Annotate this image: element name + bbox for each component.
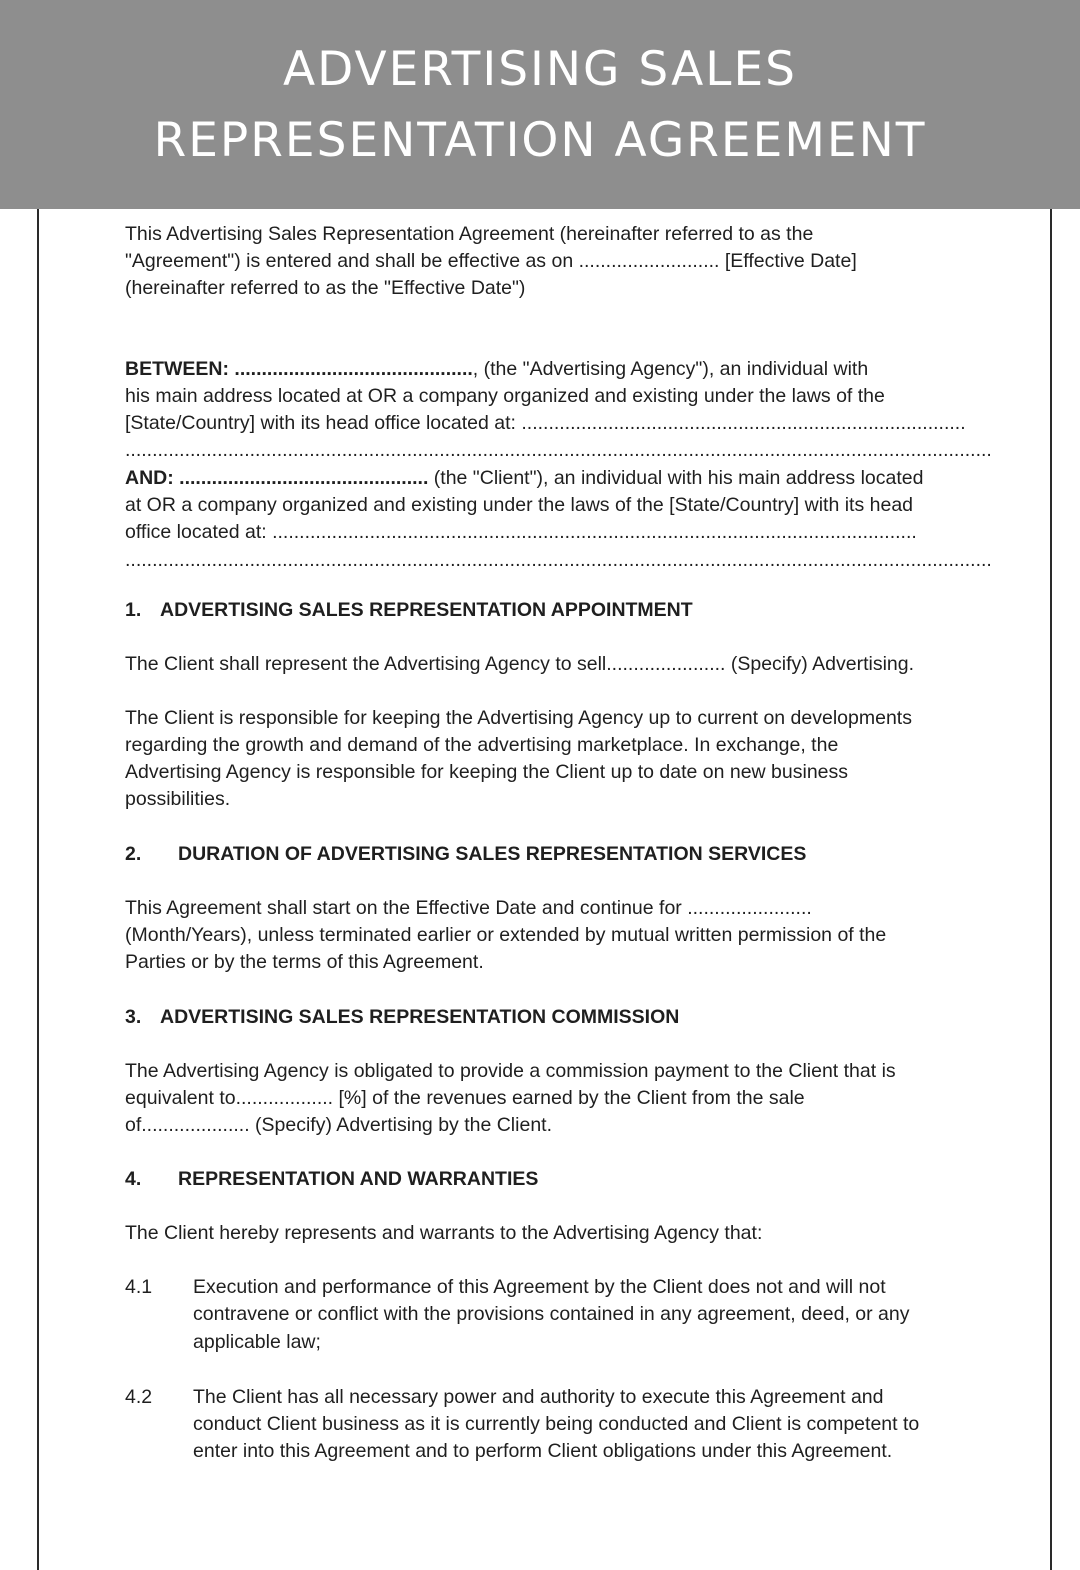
paragraph-line: This Agreement shall start on the Effective Date and continue for ....................... <box>125 897 812 919</box>
section-heading: ADVERTISING SALES REPRESENTATION COMMISSION <box>160 1006 680 1028</box>
and-first-line <box>125 465 923 492</box>
and-label: AND: .............................................. <box>125 467 429 489</box>
and-line: at OR a company organized and existing under the laws of the [State/Country] with its head <box>125 494 914 516</box>
intro-line: (hereinafter referred to as the "Effective Date") <box>125 277 526 299</box>
paragraph-line: regarding the growth and demand of the advertising marketplace. In exchange, the <box>125 734 839 756</box>
and-line-rest: (the "Client"), an individual with his main address located <box>428 467 924 489</box>
subclause-line: applicable law; <box>193 1331 321 1353</box>
intro-line: This Advertising Sales Representation Agreement (hereinafter referred to as the <box>125 223 814 245</box>
banner-title-line-1: ADVERTISING SALES <box>283 42 797 97</box>
subclause-line: contravene or conflict with the provisions contained in any agreement, deed, or any <box>193 1303 910 1325</box>
subclause-number: 4.1 <box>125 1276 153 1298</box>
between-first-line <box>125 356 868 383</box>
section-heading: REPRESENTATION AND WARRANTIES <box>178 1168 539 1190</box>
paragraph-line: Parties or by the terms of this Agreement. <box>125 951 484 973</box>
between-line: his main address located at OR a company organized and existing under the laws of the <box>125 385 885 407</box>
paragraph-line: The Advertising Agency is obligated to provide a commission payment to the Client that is <box>125 1060 896 1082</box>
section-number: 1. <box>125 599 142 621</box>
paragraph-line: equivalent to.................. [%] of the revenues earned by the Client from the sale <box>125 1087 805 1109</box>
paragraph-line: possibilities. <box>125 788 231 810</box>
subclause-line: enter into this Agreement and to perform Client obligations under this Agreement. <box>193 1440 893 1462</box>
title-banner <box>0 0 1080 209</box>
paragraph-line: The Client is responsible for keeping the Advertising Agency up to current on developments <box>125 707 912 729</box>
section-number: 4. <box>125 1168 142 1190</box>
section-number: 2. <box>125 843 142 865</box>
section-heading: DURATION OF ADVERTISING SALES REPRESENTATION SERVICES <box>178 843 807 865</box>
and-line: office located at: ....................................................................................................................... <box>125 521 917 543</box>
between-line: [State/Country] with its head office located at: .................................................................................. <box>125 412 966 434</box>
paragraph-line: Advertising Agency is responsible for keeping the Client up to date on new business <box>125 761 849 783</box>
banner-title-line-2: REPRESENTATION AGREEMENT <box>153 113 927 168</box>
between-label: BETWEEN: ............................................ <box>125 358 473 380</box>
and-line: ................................................................................................................................................................ <box>125 549 992 571</box>
paragraph-line: of.................... (Specify) Advertising by the Client. <box>125 1114 553 1136</box>
section-heading: ADVERTISING SALES REPRESENTATION APPOINTMENT <box>160 599 693 621</box>
paragraph-line: The Client hereby represents and warrants to the Advertising Agency that: <box>125 1222 763 1244</box>
subclause-line: Execution and performance of this Agreement by the Client does not and will not <box>193 1276 886 1298</box>
section-number: 3. <box>125 1006 142 1028</box>
subclause-line: The Client has all necessary power and authority to execute this Agreement and <box>193 1386 884 1408</box>
between-line: ................................................................................................................................................................ <box>125 439 992 461</box>
intro-line: "Agreement") is entered and shall be effective as on .......................... [Effective Date] <box>125 250 857 272</box>
paragraph-line: The Client shall represent the Advertising Agency to sell...................... (Specify) Advertising. <box>125 653 915 675</box>
paragraph-line: (Month/Years), unless terminated earlier or extended by mutual written permission of the <box>125 924 887 946</box>
subclause-number: 4.2 <box>125 1386 153 1408</box>
subclause-line: conduct Client business as it is currently being conducted and Client is competent to <box>193 1413 920 1435</box>
between-line-rest: , (the "Advertising Agency"), an individual with <box>472 358 869 380</box>
